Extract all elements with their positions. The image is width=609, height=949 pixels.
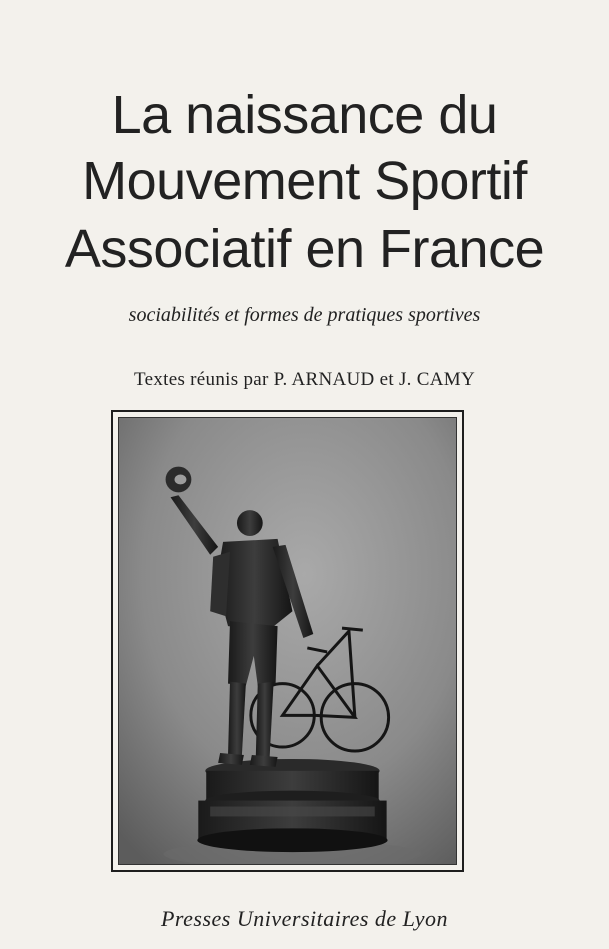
publisher: Presses Universitaires de Lyon [160,906,449,931]
subtitle: sociabilités et formes de pratiques sportives [128,304,481,326]
photo-frame [111,410,464,872]
authors: Textes réunis par P. ARNAUD et J. CAMY [134,369,475,390]
pedestal [197,759,387,852]
title-line-2: Mouvement Sportif [82,151,527,211]
title-line-3: Associatif en France [64,219,545,279]
statuette-illustration [119,418,456,864]
cyclist-statuette-photo [118,417,457,865]
title-line-1: La naissance du [111,85,498,145]
